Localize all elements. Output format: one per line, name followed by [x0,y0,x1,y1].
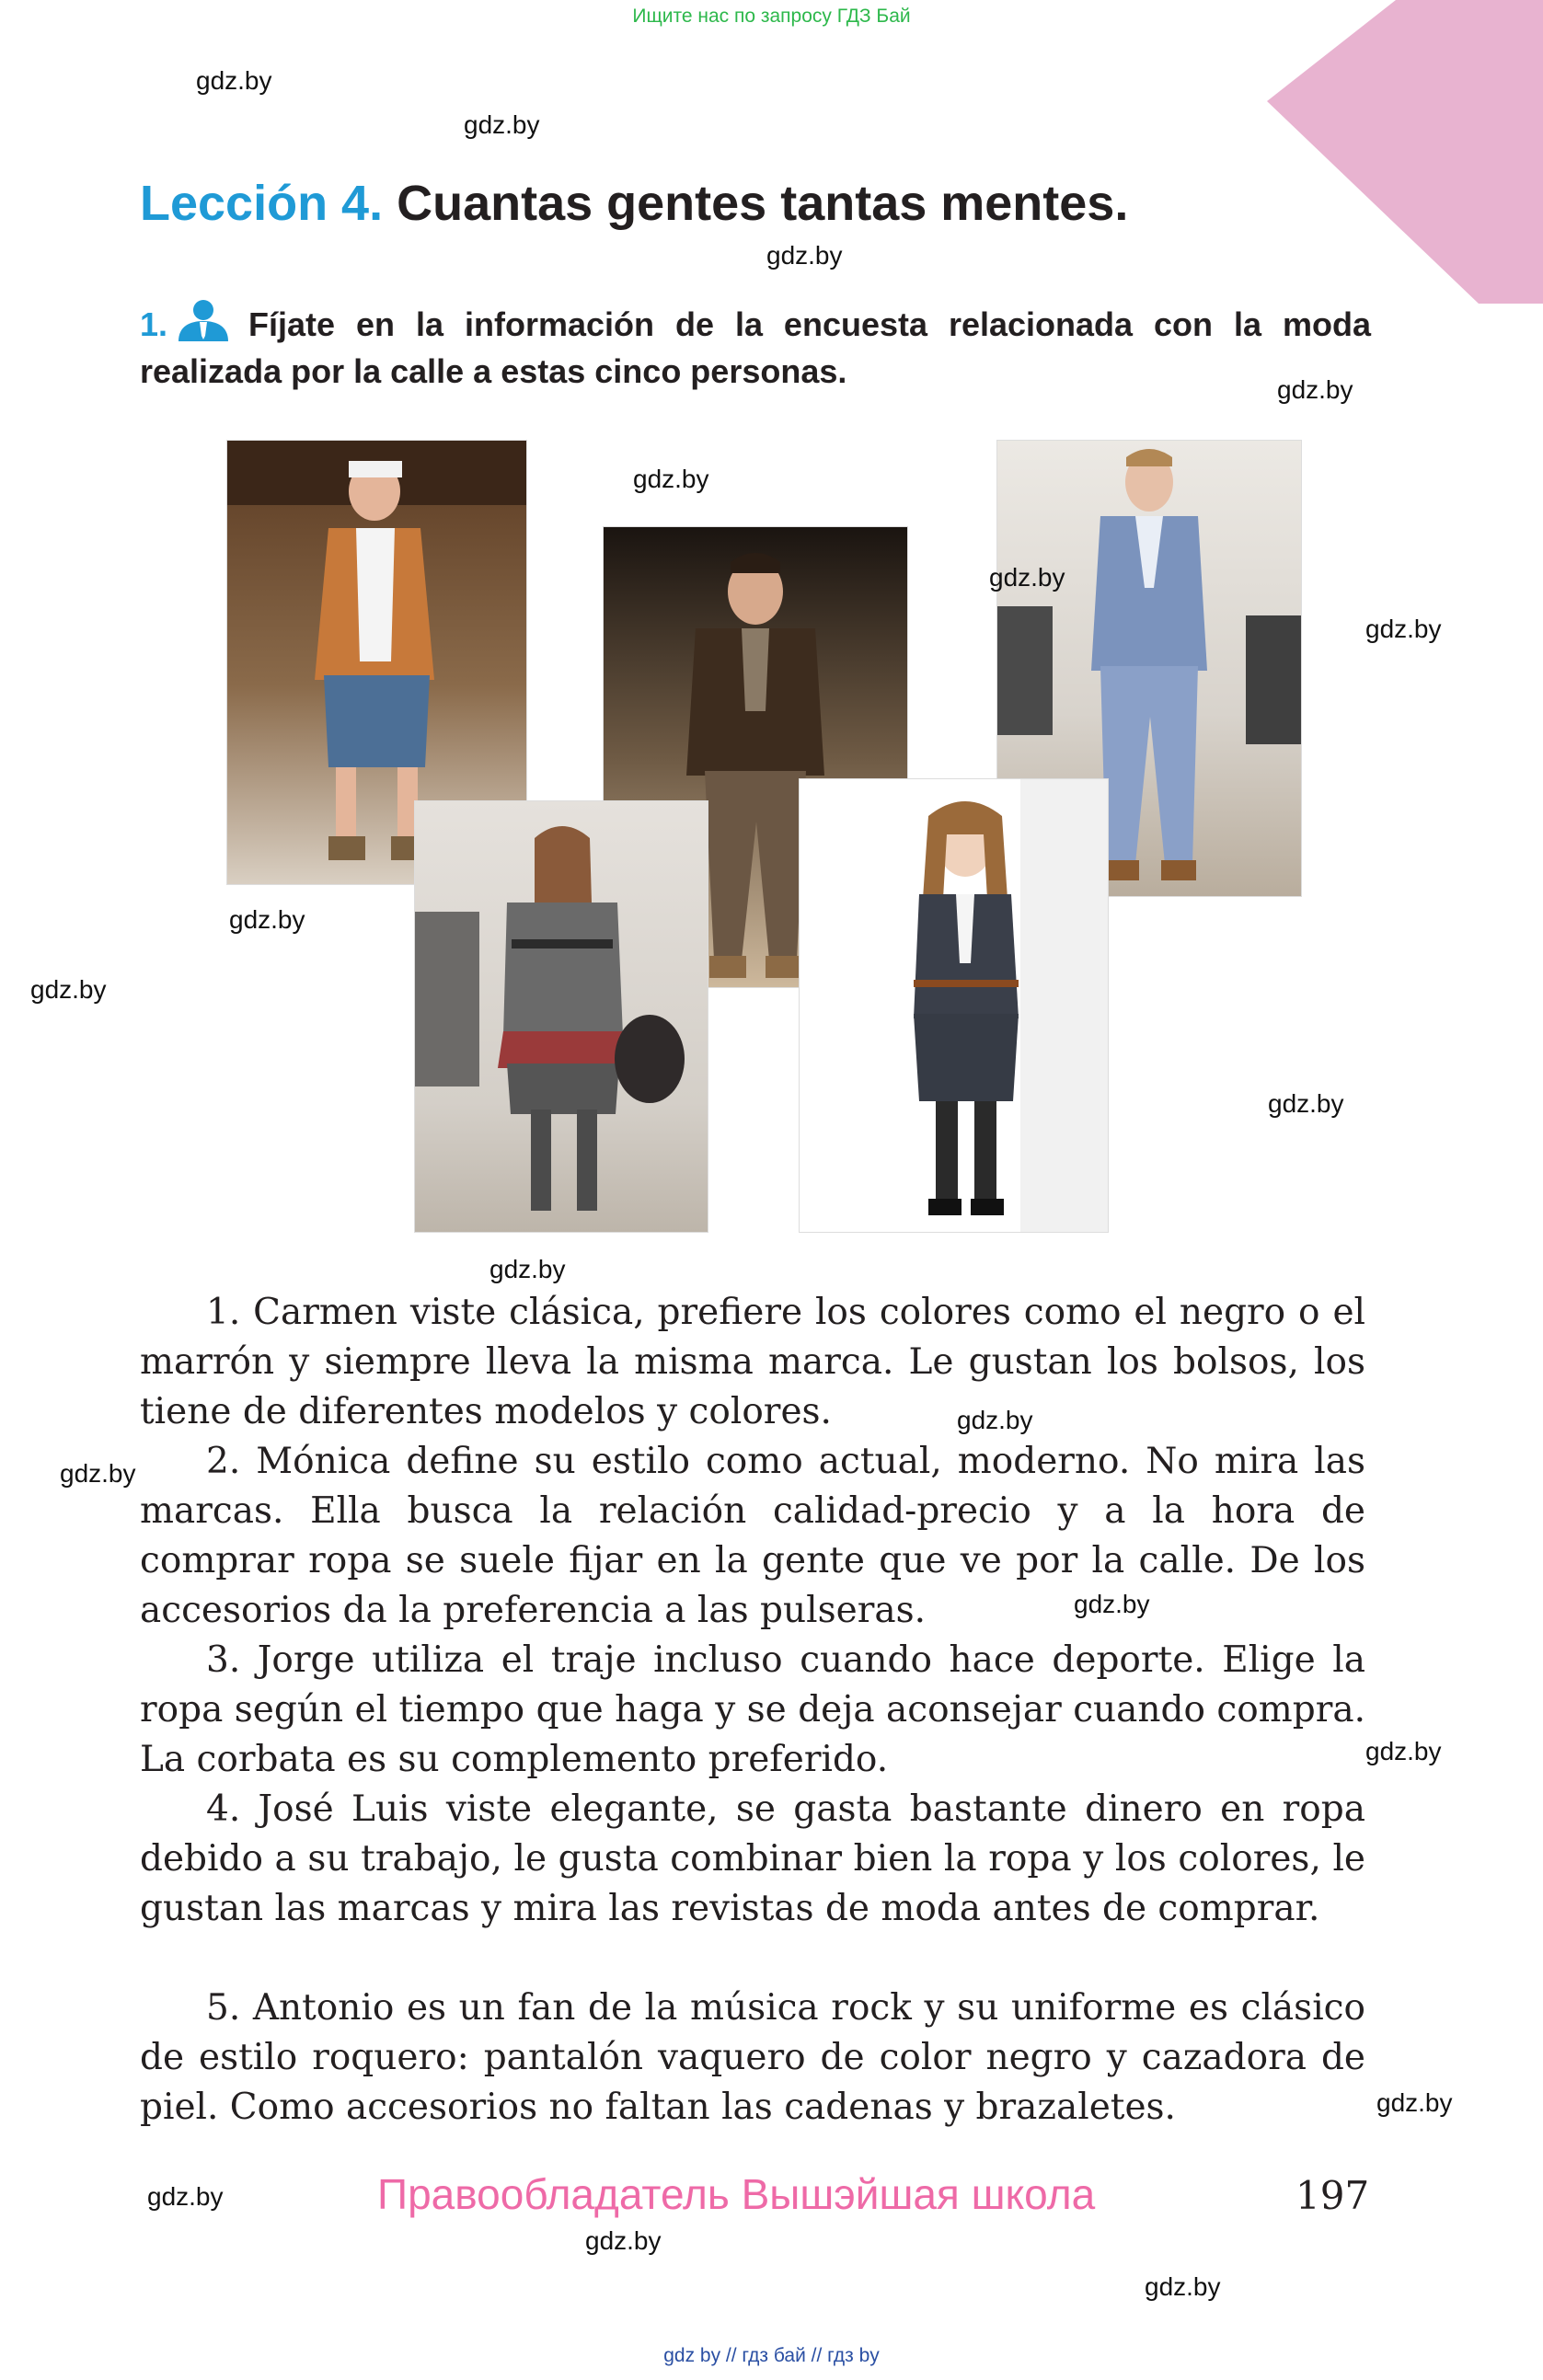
watermark: gdz.by [585,2226,662,2255]
bottom-links[interactable]: gdz by // гдз бай // гдз by [663,2345,880,2366]
watermark: gdz.by [1376,2088,1453,2117]
watermark: gdz.by [1277,375,1353,404]
watermark: gdz.by [30,975,107,1004]
corner-decoration [1267,0,1543,304]
watermark: gdz.by [196,66,272,95]
paragraph-5: 5. Antonio es un fan de la música rock y su uniforme es clásico de estilo roquero: pantalón vaquero de color negro y cazadora de piel. Como accesorios no faltan las cadenas y brazaletes. [140,1987,1365,2128]
lesson-heading: Cuantas gentes tantas mentes. [397,176,1129,231]
photo-woman-knit-sweater [414,800,708,1233]
paragraph-1: 1. Carmen viste clásica, prefiere los colores como el negro o el marrón y siempre lleva la misma marca. Le gustan los bolsos, los tiene de diferentes modelos y colores. [140,1292,1365,1432]
watermark: gdz.by [1365,1737,1442,1765]
lesson-number: Lección 4. [140,176,384,231]
lesson-title [140,175,1128,232]
top-banner: Ищите нас по запросу ГДЗ Бай [632,6,911,27]
paragraph-3: 3. Jorge utiliza el traje incluso cuando hace deporte. Elige la ropa según el tiempo que haga y se deja aconsejar cuando compra. La corbata es su complemento preferido. [140,1639,1365,1780]
paragraph-4: 4. José Luis viste elegante, se gasta bastante dinero en ropa debido a su trabajo, le gusta combinar bien la ropa y los colores, le gustan las marcas y mira las revistas de moda antes de comprar. [140,1788,1365,1929]
task-text: Fíjate en la información de la encuesta relacionada con la moda realizada por la calle a estas cinco personas. [140,305,1371,390]
watermark: gdz.by [633,465,709,493]
person-icon [175,299,232,341]
task-number: 1. [140,305,168,343]
watermark: gdz.by [464,110,540,139]
watermark: gdz.by [229,905,305,934]
watermark: gdz.by [1145,2272,1221,2301]
watermark: gdz.by [60,1459,136,1488]
paragraph-2: 2. Mónica define su estilo como actual, moderno. No mira las marcas. Ella busca la relación calidad-precio y a la hora de comprar ropa se suele fijar en la gente que ve por la calle. De los accesorios da la preferencia a las pulseras. [140,1441,1365,1631]
watermark: gdz.by [989,563,1065,592]
page-number: 197 [1295,2173,1370,2218]
watermark: gdz.by [489,1255,566,1283]
watermark: gdz.by [147,2182,224,2211]
watermark: gdz.by [1268,1089,1344,1118]
photo-woman-business-suit [799,778,1109,1233]
copyright-holder: Правообладатель Вышэйшая школа [377,2170,1096,2218]
watermark: gdz.by [1365,615,1442,643]
watermark: gdz.by [1074,1590,1150,1618]
watermark: gdz.by [766,241,843,270]
watermark: gdz.by [957,1406,1033,1434]
task-instruction [140,299,1371,395]
